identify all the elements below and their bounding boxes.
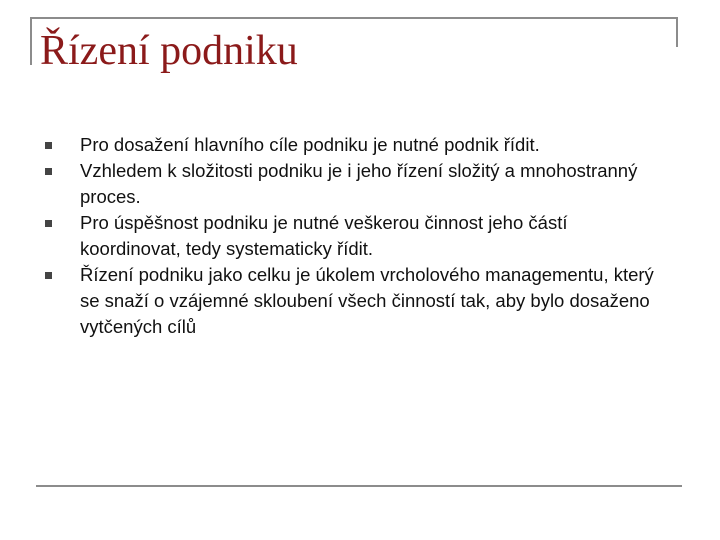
frame-right-line: [676, 17, 678, 47]
slide-title: Řízení podniku: [40, 28, 298, 74]
square-bullet-icon: [45, 272, 52, 279]
bullet-list: [40, 132, 660, 340]
frame-bottom-line: [36, 485, 682, 487]
bullet-item: [40, 210, 660, 262]
frame-left-line: [30, 17, 32, 65]
bullet-text: Vzhledem k složitosti podniku je i jeho řízení složitý a mnohostranný proces.: [80, 160, 638, 207]
bullet-text: Řízení podniku jako celku je úkolem vrcholového managementu, který se snaží o vzájemné skloubení všech činností tak, aby bylo dosaženo vytčených cílů: [80, 264, 654, 337]
bullet-item: [40, 262, 660, 340]
square-bullet-icon: [45, 142, 52, 149]
bullet-item: [40, 132, 660, 158]
bullet-item: [40, 158, 660, 210]
square-bullet-icon: [45, 168, 52, 175]
square-bullet-icon: [45, 220, 52, 227]
frame-top-line: [30, 17, 678, 19]
bullet-text: Pro dosažení hlavního cíle podniku je nutné podnik řídit.: [80, 134, 540, 155]
bullet-text: Pro úspěšnost podniku je nutné veškerou činnost jeho částí koordinovat, tedy systematicky řídit.: [80, 212, 568, 259]
